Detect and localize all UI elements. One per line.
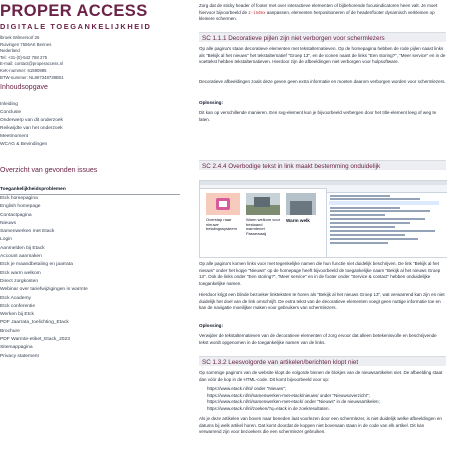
news-caption[interactable]: Warm welk — [286, 218, 310, 223]
brand-subtitle: DIGITALE TOEGANKELIJKHEID — [0, 22, 152, 31]
issue-link[interactable]: Etck warm welkom — [0, 270, 41, 276]
section-3-paragraph-2: Als je deze artikelen van boven naar beneden laat voorlezen door een schermlezer, is niet duidelijk welke afbeeldingen en datums bij welk artikel horen. Dat komt doordat de koppen niet bovenaan staan in de code van elk artikel. Dit kan verwarrend zijn voor bezoekers die een schermlezer gebruiken. — [199, 416, 442, 434]
issues-list — [0, 186, 180, 361]
example-screenshot — [199, 180, 447, 258]
news-image — [246, 193, 280, 215]
section-2-paragraph-1: Op alle pagina's komen links voor met tegenkelijke namen die hun functie niet duidelijk beschrijven. De link "Bekijk al het nieuws" onder het kopje "Nieuws" op de homepage heeft bijvoorbeeld de toegankelijke naam "Bekijk al het nieuws Groep 13". Ook de links onder "Een storing?", "Meer service" en in de footer onder "Service & contact" hebben onduidelijke toegankelijke namen. — [199, 261, 441, 286]
issue-link[interactable]: Account aanmaken — [0, 254, 42, 260]
brand-logo — [0, 2, 178, 32]
url-list — [207, 386, 445, 412]
issue-link[interactable]: Etck conferentie — [0, 303, 36, 309]
section-3-paragraph-1: Op sommige pagina's van de website klopt de volgorde binnen de blokjes van de nieuwsartikelen niet. De afbeelding staat dan vóór de kop in de HTML-code. Dit komt bijvoorbeeld voor op: — [199, 370, 443, 382]
issue-link[interactable]: English homepage — [0, 204, 41, 210]
sidebar — [0, 0, 182, 450]
news-photo-icon — [246, 193, 280, 215]
toc-link[interactable]: Onderwerp van dit onderzoek — [0, 118, 63, 124]
toc-link[interactable]: WCAG & Bevindingen — [0, 142, 48, 148]
report-heading: Inhoudsopgave — [0, 84, 48, 91]
toc-link[interactable]: Conclusie — [0, 110, 22, 116]
section-1-paragraph-1: Op alle pagina's staan decoratieve elementen met tekstalternatieven. Op de homepagina hebben de rode pijlen naast links als "Bekijk al het nieuws" het tekstalternatief "Groep 13", en de iconen naast de links "Een storing?", "Meer service" en in de voettekst hebben tekstalternatieven. Hierdoor zijn de afbeeldingen niet verborgen voor hulpsoftware. — [199, 46, 446, 64]
issue-link[interactable]: Contactpagina — [0, 212, 32, 218]
section-2-paragraph-2: Hierdoor krijgt een blinde bezoeker linkteksten te horen als "Bekijk al het nieuws Groep 13", wat verwarrend kan zijn en niet duidelijk het doel van de link omschrijft. De extra tekst van de decoratieve elementen voegt geen nuttige informatie toe en kan de navigatie moeilijker maken voor gebruikers van schermlezers. — [199, 292, 445, 310]
issue-link[interactable]: Privacy statement — [0, 353, 39, 359]
section-1-solution: Dit kan op verschillende manieren. Een svg-element kun je bijvoorbeeld verbergen door het title-element leeg of weg te laten. — [199, 110, 437, 122]
issue-link[interactable]: Werken bij Etck — [0, 312, 34, 318]
url-item[interactable]: https://www.etack.nl/nl/samenwerken-met-etack/nieuws/ onder "Nieuwsoverzicht"; — [207, 392, 370, 398]
phone-line: Tel: +31-(0)-542 768 275 — [0, 54, 48, 60]
section-title: SC 1.3.2 Leesvolgorde van artikelen/berichten klopt niet — [202, 358, 359, 366]
news-illustration-icon — [206, 193, 240, 215]
issue-link[interactable]: Etck homepagina — [0, 196, 38, 201]
section-heading-1-3-2 — [199, 356, 446, 366]
toc-link[interactable]: Reikwijdte van het onderzoek — [0, 126, 63, 132]
issue-link[interactable]: Sitemappagina — [0, 345, 33, 351]
toc-link[interactable]: Meetmoment — [0, 134, 28, 140]
section-heading-2-4-4 — [199, 160, 446, 170]
section-title: SC 2.4.4 Overbodige tekst in link maakt bestemming onduidelijk — [202, 162, 381, 170]
news-caption[interactable]: Overstap naar nieuwe betalingssysteem — [206, 217, 237, 232]
address-line: lbroek Wilmersorf 26 — [0, 35, 40, 40]
section-1-paragraph-2: Decoratieve afbeeldingen zoals deze geven geen extra informatie en moeten daarom verborgen worden voor schermlezers. — [199, 79, 446, 84]
section-heading-1-1-1 — [199, 32, 446, 42]
url-item[interactable]: https://www.etack.nl/nl/samenwerken-met-etack/ onder "Nieuws" in de nieuwsartikelen; — [207, 399, 380, 404]
address-line: Ruivingen 7556AK Bennes — [0, 41, 52, 47]
email-line: E-mail: contact@properaccess.nl — [0, 61, 64, 67]
issues-heading: Overzicht van gevonden issues — [0, 167, 98, 174]
address-line: Nederland — [0, 48, 20, 54]
section-title: SC 1.1.1 Decoratieve pijlen zijn niet verborgen voor schermlezers — [202, 34, 385, 42]
btw-line: BTW-nummer: NL867348739B01 — [0, 74, 64, 80]
issue-link[interactable]: Nieuws — [0, 220, 17, 226]
news-image — [206, 193, 240, 215]
brand-title: PROPER ACCESS — [0, 2, 148, 20]
toc-link[interactable]: Inleiding — [0, 102, 18, 107]
solution-label: Oplossing: — [199, 100, 223, 105]
issue-link[interactable]: Direct zorgkosten — [0, 278, 39, 284]
section-2-solution: Verwijder de tekstalternatieven van de decoratieve elementen of zorg ervoor dat alleen betekenisvolle en beschrijvende tekst wordt opgenomen in de toegankelijke namen van de links. — [199, 333, 437, 345]
issue-link[interactable]: Webinar over tariefwijzigingen in warmte — [0, 287, 88, 293]
issue-link[interactable]: Samenwerken met Etack — [0, 229, 55, 235]
report-content — [199, 0, 447, 450]
issues-list-heading: Toegankelijkheidsproblemen — [0, 186, 180, 195]
issue-link[interactable]: Etck je maandbetaling en jaarrata — [0, 262, 73, 268]
issue-link[interactable]: Etck Academy — [0, 295, 31, 301]
issue-link[interactable]: PDF Warmte-etiket_Etack_2023 — [0, 337, 70, 343]
issue-link[interactable]: Brochure — [0, 328, 20, 334]
devtools-highlight — [329, 201, 439, 205]
url-item[interactable]: https://www.etack.nl/nl/zoeken/?q=etack in de zoekresultaten. — [207, 405, 330, 411]
news-photo-icon — [286, 193, 316, 215]
url-item[interactable]: https://www.etack.nl/nl/ onder "Nieuws"; — [207, 386, 286, 391]
company-address — [0, 35, 180, 81]
solution-label: Oplossing: — [199, 323, 223, 328]
devtools-panel — [326, 188, 447, 257]
news-caption[interactable]: Warm welkom voor bestaand warmtenet Passewaaij — [246, 217, 281, 236]
issue-link[interactable]: PDF Jaarrata_toelichting_Etack — [0, 320, 69, 326]
report-toc — [0, 101, 180, 150]
inline-code: z-index — [248, 9, 266, 15]
intro-paragraph: Zorg dat de sticky header of footer met over interactieve elementen of bijbehorende focusindicatoren heen valt. Je moet hiervoor bijvoorbeeld de z-index aanpassen, elementen herpositioneren of de header/footer dynamisch verkleinen op kleinere schermen. — [199, 3, 438, 21]
news-image — [286, 193, 316, 215]
issue-link[interactable]: Login — [0, 237, 12, 243]
issue-link[interactable]: Aanmelden bij Etack — [0, 245, 45, 251]
devtools-toolbar — [327, 188, 447, 193]
kvk-line: KvK-nummer: 61590985 — [0, 67, 47, 73]
